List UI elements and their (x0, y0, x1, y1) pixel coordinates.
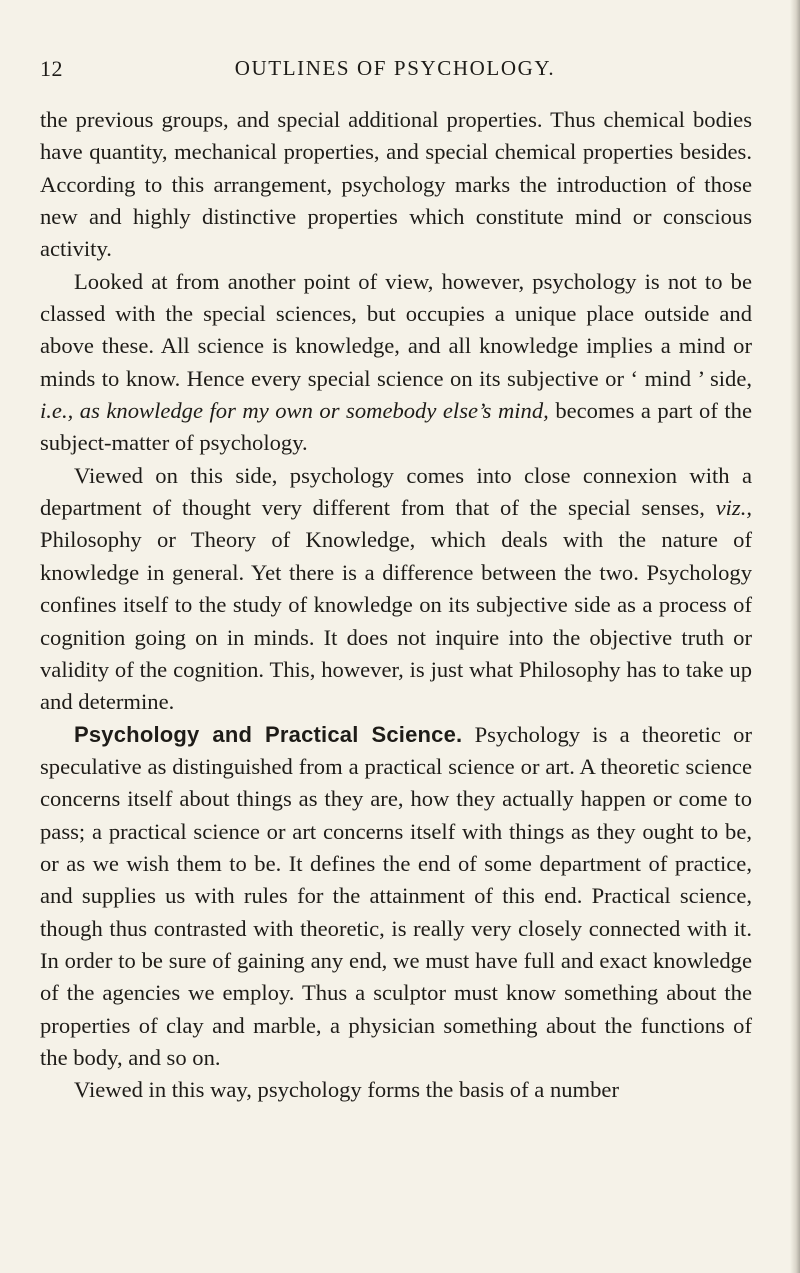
paragraph-1-text: the previous groups, and special additional properties. Thus chemical bodies have quantity, mechanical properties, and special chemical properties besides. According to this arrangement, psychology marks the introduction of those new and highly distinctive properties which constitute mind or conscious activity. (40, 107, 752, 262)
paragraph-2 (40, 266, 752, 460)
paragraph-3-text-b: Philosophy or Theory of Knowledge, which deals with the nature of knowledge in general. Yet there is a difference between the two. Psychology confines itself to the study of knowledge on its subjective side as a process of cognition going on in minds. It does not inquire into the objective truth or validity of the cognition. This, however, is just what Philosophy has to take up and determine. (40, 527, 752, 715)
paragraph-3-italic-viz: viz., (715, 495, 752, 521)
page-header (40, 56, 750, 86)
paragraph-2-text-a: Looked at from another point of view, however, psychology is not to be classed with the special sciences, but occupies a unique place outside and above these. All science is knowledge, and all knowledge implies a mind or minds to know. Hence every special science on its subjective or ‘ mind ’ side, (40, 268, 752, 391)
paragraph-5-text: Viewed in this way, psychology forms the basis of a number (74, 1077, 619, 1103)
running-title: OUTLINES OF PSYCHOLOGY. (234, 56, 556, 80)
page-number: 12 (40, 56, 63, 81)
body-text (40, 104, 752, 1107)
paragraph-2-italic-phrase: i.e., as knowledge for my own or somebody else’s mind, (40, 398, 549, 424)
paragraph-5 (40, 1074, 752, 1106)
page-edge-shadow (790, 0, 800, 1273)
paragraph-3 (40, 460, 752, 719)
paragraph-1 (40, 104, 752, 266)
paragraph-3-text-a: Viewed on this side, psychology comes into close connexion with a department of thought very different from that of the special senses, (40, 462, 752, 521)
section-sidehead: Psychology and Practical Science. (74, 721, 463, 747)
paragraph-4-text: Psychology is a theoretic or speculative as distinguished from a practical science or art. A theoretic science concerns itself about things as they are, how they actually happen or come to pass; a practical science or art concerns itself with things as they ought to be, or as we wish them to be. It defines the end of some department of practice, and supplies us with rules for the attainment of this end. Practical science, though thus contrasted with theoretic, is really very closely connected with it. In order to be sure of gaining any end, we must have full and exact knowledge of the agencies we employ. Thus a sculptor must know something about the properties of clay and marble, a physician something about the functions of the body, and so on. (40, 721, 752, 1070)
paragraph-4 (40, 719, 752, 1075)
paragraph-2-text-b: becomes a part of the subject-matter of psychology. (40, 398, 752, 456)
